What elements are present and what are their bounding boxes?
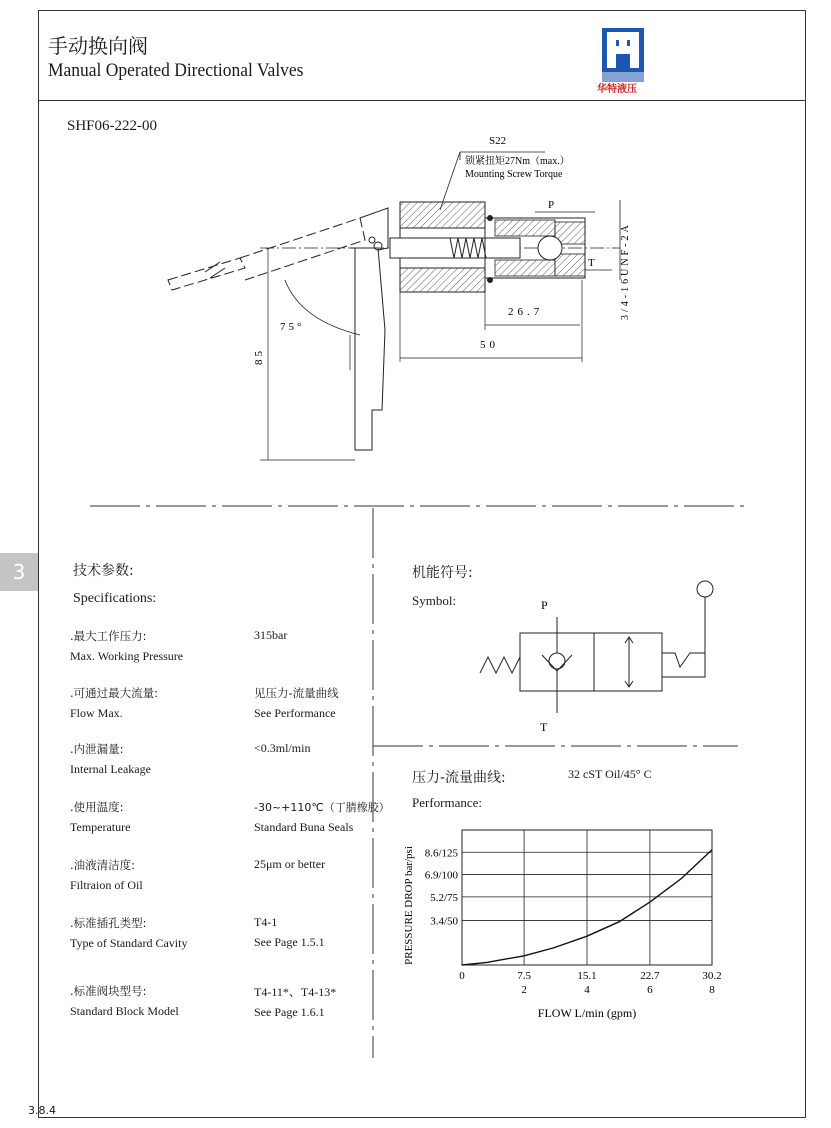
section-divider-vertical [372, 508, 374, 1058]
page-title-cn: 手动换向阀 [48, 34, 148, 58]
spec-label-cn: .可通过最大流量: [70, 686, 159, 700]
frame-bottom-border [38, 1117, 806, 1118]
chart-y-tick-label: 3.4/50 [430, 915, 458, 928]
port-t-label: T [588, 257, 595, 269]
chart-y-axis-label: PRESSURE DROP bar/psi [403, 846, 415, 965]
spec-value-line1: T4-1 [254, 915, 278, 929]
footer-page-id: 3.8.4 [28, 1104, 56, 1117]
symbol-heading-cn: 机能符号: [412, 565, 473, 581]
spec-value [254, 857, 325, 872]
chart-x-tick-gpm-label: 8 [709, 984, 715, 996]
spec-value-line1: 25μm or better [254, 857, 326, 871]
performance-heading-cn: 压力-流量曲线: [412, 770, 506, 786]
port-p-label: P [548, 199, 555, 211]
spec-label-cn: .油液清洁度: [70, 858, 136, 872]
callout-torque-en: Mounting Screw Torque [465, 169, 563, 180]
spec-label-en: Max. Working Pressure [70, 649, 184, 663]
performance-condition: 32 cST Oil/45° C [568, 767, 652, 781]
spec-label-en: Standard Block Model [70, 1004, 179, 1018]
page-title-en: Manual Operated Directional Valves [48, 60, 304, 81]
spec-label-cn: .内泄漏量: [70, 742, 124, 756]
logo-text: 华特液压 [597, 84, 637, 95]
spec-label-cn: .最大工作压力: [70, 629, 147, 643]
symbol-port-t: T [540, 720, 548, 734]
chart-x-tick-gpm-label: 4 [584, 984, 590, 996]
chart-x-tick-label: 7.5 [517, 970, 531, 982]
spec-value [254, 983, 336, 1020]
hydraulic-symbol [470, 575, 720, 740]
spec-value-line2: See Page 1.6.1 [254, 1005, 325, 1019]
spec-value-line1: <0.3ml/min [254, 741, 311, 755]
spec-item [70, 741, 370, 777]
chart-x-tick-label: 30.2 [702, 970, 722, 982]
symbol-heading-en: Symbol: [412, 593, 457, 608]
spec-label-cn: .标准插孔类型: [70, 916, 147, 930]
dim-26-label: 26.7 [508, 306, 544, 318]
spec-value [254, 685, 339, 721]
spec-label-en: Internal Leakage [70, 762, 151, 776]
performance-chart [400, 820, 740, 1040]
valve-cross-section-drawing [150, 130, 650, 470]
header-divider [38, 100, 806, 101]
chart-x-tick-gpm-label: 2 [521, 984, 527, 996]
spec-label-cn: .标准阀块型号: [70, 984, 147, 998]
spec-label-cn: .使用温度: [70, 800, 124, 814]
specifications-heading-cn: 技术参数: [73, 563, 134, 579]
chart-x-tick-label: 0 [459, 970, 465, 982]
spec-value [254, 915, 325, 950]
performance-heading-en: Performance: [412, 795, 483, 810]
chart-y-tick-label: 5.2/75 [430, 891, 458, 904]
chart-x-tick-label: 15.1 [577, 970, 597, 982]
spec-label-en: Type of Standard Cavity [70, 936, 188, 950]
page-section-tab: 3 [0, 553, 38, 591]
chart-y-tick-label: 8.6/125 [424, 847, 458, 860]
callout-torque-cn: 锁紧扭矩27Nm（max.） [465, 156, 570, 167]
spec-value-line1: -30~+110℃（丁腈橡胶） [254, 801, 390, 814]
spec-value [254, 741, 310, 756]
spec-item [70, 628, 370, 664]
spec-value-line1: 315bar [254, 628, 288, 642]
spec-value-line1: 见压力-流量曲线 [254, 686, 339, 700]
chart-x-axis-label: FLOW L/min (gpm) [537, 1006, 637, 1020]
specifications-heading-en: Specifications: [73, 591, 157, 606]
spec-value [254, 799, 390, 835]
frame-right-border [805, 10, 806, 1118]
section-divider-horizontal [90, 505, 750, 507]
spec-value-line1: T4-11*、T4-13* [254, 985, 337, 999]
spec-value [254, 628, 287, 643]
frame-top-border [38, 10, 806, 11]
frame-left-border [38, 10, 39, 1118]
chart-x-tick-label: 22.7 [640, 970, 660, 982]
spec-label-en: Filtraion of Oil [70, 878, 143, 892]
spec-item [70, 915, 370, 951]
spec-label-en: Flow Max. [70, 706, 123, 720]
thread-spec-label: 3/4-16UNF-2A [620, 222, 631, 320]
spec-value-line2: See Page 1.5.1 [254, 935, 325, 949]
symbol-port-p: P [541, 598, 548, 612]
dim-50-label: 50 [480, 339, 499, 351]
callout-size-label: S22 [489, 135, 507, 147]
section-divider-right [373, 745, 738, 747]
spec-value-line2: See Performance [254, 706, 336, 720]
model-number: SHF06-222-00 [67, 118, 158, 134]
angle-label: 75° [280, 321, 305, 333]
height-dim-label: 85 [253, 348, 265, 365]
spec-label-en: Temperature [70, 820, 131, 834]
spec-value-line2: Standard Buna Seals [254, 820, 354, 834]
chart-x-tick-gpm-label: 6 [647, 984, 653, 996]
chart-y-tick-label: 6.9/100 [424, 869, 458, 882]
